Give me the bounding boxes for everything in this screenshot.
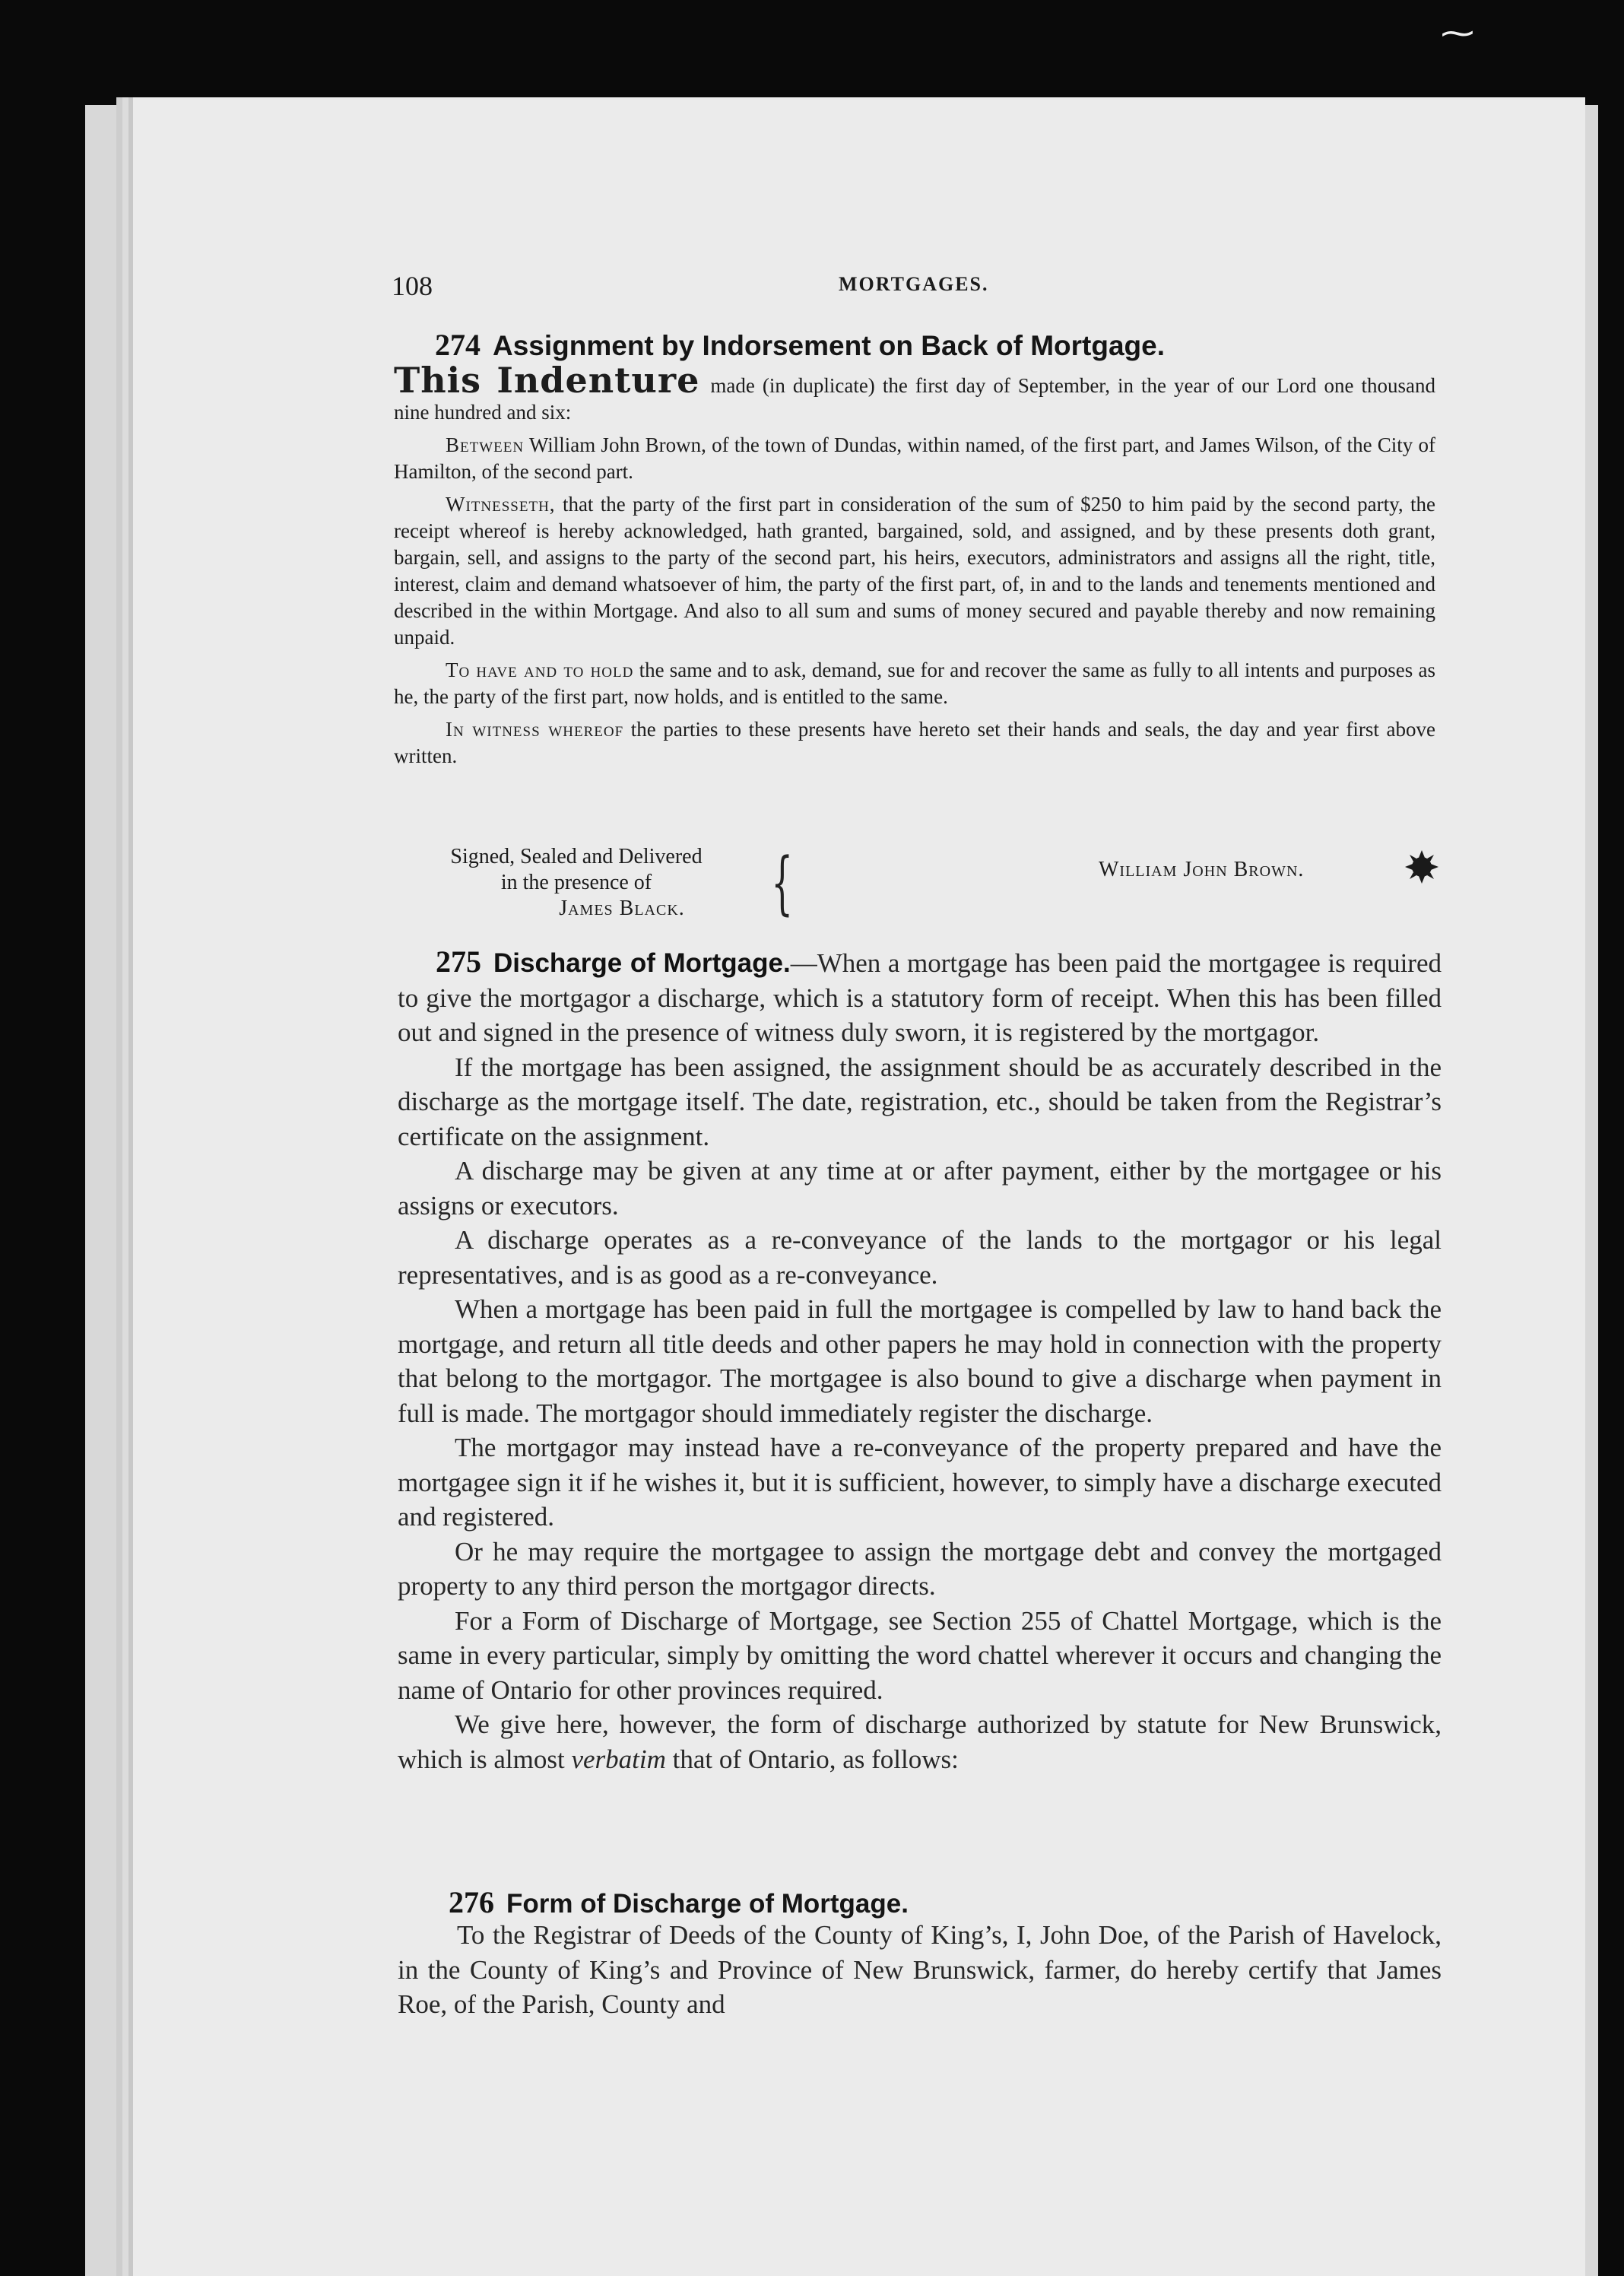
between-paragraph: Between William John Brown, of the town of Dundas, within named, of the first part, and James Wilson, of the City of Hamilton, of the second part. — [394, 433, 1435, 483]
page-number: 108 — [392, 271, 433, 301]
paragraph: For a Form of Discharge of Mortgage, see Section 255 of Chattel Mortgage, which is the same in every particular, simply by omitting the word chattel wherever it occurs and changing the name of Ontario for other provinces required. — [398, 1605, 1442, 1705]
section-274-body — [394, 360, 1436, 776]
section-274-heading — [435, 327, 1165, 363]
paragraph: A discharge may be given at any time at or after payment, either by the mortgagee or his assigns or executors. — [398, 1156, 1442, 1221]
paragraph: We give here, however, the form of discharge authorized by statute for New Brunswick, which is almost verbatim that of Ontario, as follows: — [398, 1709, 1442, 1774]
signatory-name: William John Brown. — [1099, 858, 1305, 881]
section-number: 274 — [435, 328, 481, 362]
signature-witness-block: Signed, Sealed and Delivered in the presence of James Black. — [394, 844, 759, 922]
paragraph: To the Registrar of Deeds of the County of King’s, I, John Doe, of the Parish of Havelock, in the County of King’s and Province of New Brunswick, farmer, do hereby certify that James Roe, of the Parish, County and — [398, 1920, 1442, 2019]
section-275-heading: 275 Discharge of Mortgage. — [436, 944, 791, 979]
opening-paragraph: This Indenture made (in duplicate) the first day of September, in the year of our Lord one thousand nine hundred and six: — [394, 360, 1435, 424]
paragraph: Or he may require the mortgagee to assign the mortgage debt and convey the mortgaged property to any third person the mortgagor directs. — [398, 1536, 1442, 1601]
section-275-body — [398, 944, 1442, 1776]
paragraph: If the mortgage has been assigned, the assignment should be as accurately described in the discharge as the mortgage itself. The date, registration, etc., should be taken from the Registrar’s certificate on the assignment. — [398, 1052, 1442, 1151]
blackletter-opening: This Indenture — [394, 360, 700, 401]
section-276-body — [398, 1918, 1442, 2022]
paragraph: A discharge operates as a re-conveyance of the lands to the mortgagor or his legal representatives, and is as good as a re-conveyance. — [398, 1225, 1442, 1290]
seal-icon — [1404, 849, 1440, 885]
witnesseth-paragraph: Witnesseth, that the party of the first part in consideration of the sum of $250 to him paid by the second party, the receipt whereof is hereby acknowledged, hath granted, bargained, sold, and assigned, and by these presents doth grant, bargain, sell, and assigns to the party of the second part, his heirs, executors, administrators and assigns all the right, title, interest, claim and demand whatsoever of him, the party of the first part, of, in and to the lands and tenements mentioned and described in the within Mortgage. And also to all sum and sums of money secured and payable thereby and now remaining unpaid. — [394, 493, 1435, 649]
witness-paragraph: In witness whereof the parties to these presents have hereto set their hands and seals, the day and year first above written. — [394, 718, 1435, 767]
section-275-first-paragraph: 275 Discharge of Mortgage.—When a mortgage has been paid the mortgagee is required to give the mortgagor a discharge, which is a statutory form of receipt. When this has been filled out and signed in the presence of witness duly sworn, it is registered by the mortgagor. — [398, 944, 1442, 1047]
paragraph: The mortgagor may instead have a re-conveyance of the property prepared and have the mortgagee sign it if he wishes it, but it is sufficient, however, to simply have a discharge executed and registered. — [398, 1433, 1442, 1532]
brace: { — [771, 843, 793, 923]
section-276-heading: 276 Form of Discharge of Mortgage. — [449, 1885, 909, 1919]
paragraph: When a mortgage has been paid in full the mortgagee is compelled by law to hand back the mortgage, and return all title deeds and other papers he may hold in connection with the property that belong to the mortgagor. The mortgagee is also bound to give a discharge when payment in full is made. The mortgagor should immediately register the discharge. — [398, 1294, 1442, 1428]
habendum-paragraph: To have and to hold the same and to ask, demand, sue for and recover the same as fully to all intents and purposes as he, the party of the first part, now holds, and is entitled to the same. — [394, 659, 1436, 708]
scan-artifact-mark: ⁓ — [1441, 14, 1474, 52]
running-header — [392, 270, 1441, 300]
witness-name: James Black. — [559, 897, 685, 920]
running-title: MORTGAGES. — [839, 273, 989, 295]
section-title: Assignment by Indorsement on Back of Mortgage. — [493, 330, 1166, 361]
